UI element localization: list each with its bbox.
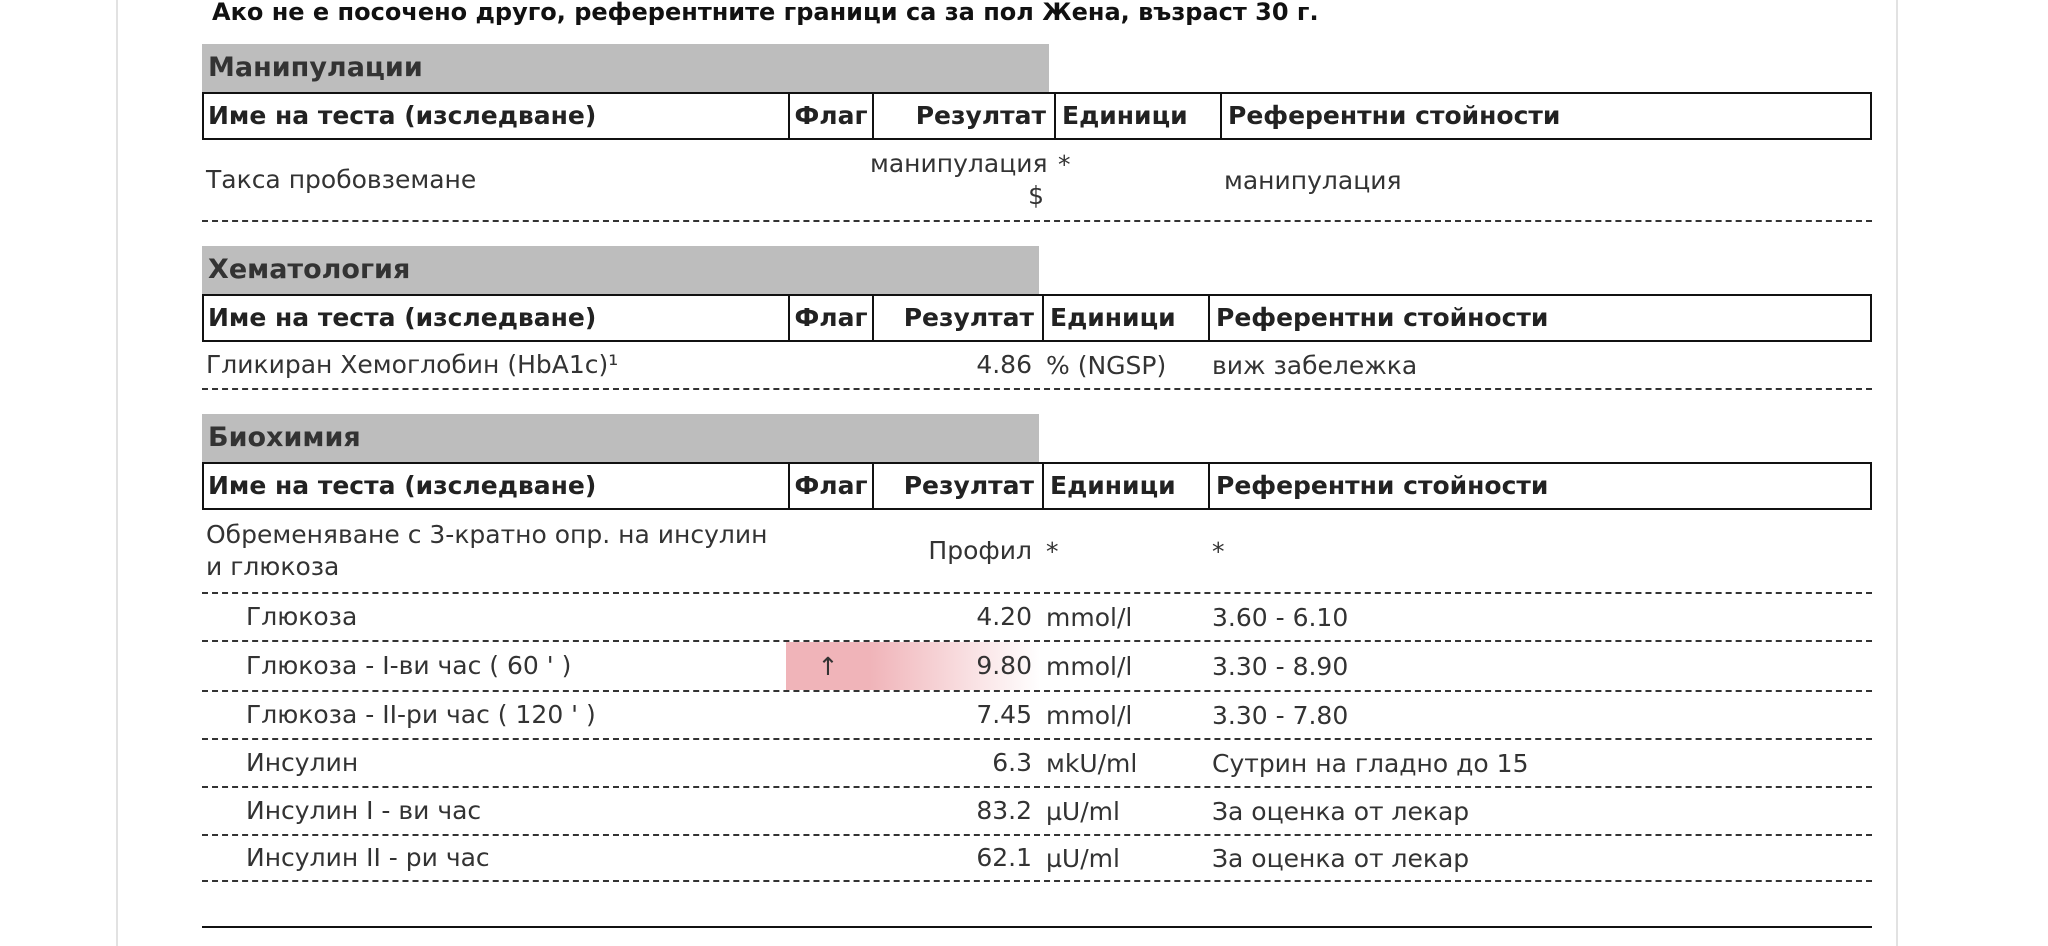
col-name-header: Име на теста (изследване) — [208, 101, 597, 130]
flag-high-arrow-icon: ↑ — [786, 642, 870, 690]
section-hematology — [202, 246, 1872, 390]
table-row-flagged — [202, 642, 1872, 692]
table-row — [202, 594, 1872, 642]
test-reference: виж забележка — [1212, 350, 1418, 380]
table-header — [202, 294, 1872, 342]
test-name: Глюкоза - II-ри час ( 120 ' ) — [246, 700, 596, 729]
test-reference: манипулация — [1224, 165, 1402, 195]
test-result: 83.2 — [976, 796, 1032, 825]
test-units: % (NGSP) — [1046, 350, 1167, 380]
test-reference: 3.30 - 7.80 — [1212, 700, 1349, 730]
col-units-header: Единици — [1042, 464, 1208, 508]
col-result-header: Резултат — [872, 464, 1042, 508]
test-units: mmol/l — [1046, 602, 1133, 632]
table-row — [202, 342, 1872, 390]
test-name: Инсулин — [246, 748, 359, 777]
col-name-header: Име на теста (изследване) — [208, 303, 597, 332]
table-row — [202, 692, 1872, 740]
table-row — [202, 140, 1872, 222]
reference-note: Ако не е посочено друго, референтните граници са за пол Жена, възраст 30 г. — [212, 0, 1319, 26]
test-reference: * — [1212, 536, 1225, 566]
test-result: 4.86 — [976, 350, 1032, 379]
test-reference: За оценка от лекар — [1212, 796, 1470, 826]
test-result: 62.1 — [976, 843, 1032, 872]
test-units: мkU/ml — [1046, 748, 1138, 778]
section-title: Биохимия — [202, 414, 1039, 462]
col-reference-header: Референтни стойности — [1208, 464, 1870, 508]
col-flag-header: Флаг — [788, 296, 872, 340]
section-title: Хематология — [202, 246, 1039, 294]
test-name: Обременяване с 3-кратно опр. на инсулин и глюкоза — [206, 520, 768, 581]
col-result-header: Резултат — [872, 94, 1054, 138]
test-units: µU/ml — [1046, 796, 1120, 826]
table-row — [202, 788, 1872, 836]
table-row — [202, 836, 1872, 882]
test-result: Профил — [928, 536, 1032, 565]
test-name: Инсулин I - ви час — [246, 796, 482, 825]
table-header — [202, 462, 1872, 510]
test-units: * — [1046, 536, 1059, 566]
test-reference: За оценка от лекар — [1212, 843, 1470, 873]
table-header — [202, 92, 1872, 140]
test-reference: 3.30 - 8.90 — [1212, 651, 1349, 681]
test-name: Такса пробовземане — [206, 165, 477, 194]
section-manipulations — [202, 44, 1872, 222]
col-flag-header: Флаг — [788, 94, 872, 138]
test-units: µU/ml — [1046, 843, 1120, 873]
test-units: mmol/l — [1046, 651, 1133, 681]
col-units-header: Единици — [1042, 296, 1208, 340]
bottom-divider — [202, 926, 1872, 928]
col-result-header: Резултат — [872, 296, 1042, 340]
col-units-header: Единици — [1054, 94, 1220, 138]
test-units: mmol/l — [1046, 700, 1133, 730]
test-name: Гликиран Хемоглобин (HbA1c)¹ — [206, 350, 619, 379]
test-units: * — [1058, 150, 1071, 179]
test-result: 6.3 — [992, 748, 1032, 777]
col-reference-header: Референтни стойности — [1220, 94, 1870, 138]
table-row — [202, 740, 1872, 788]
test-reference: Сутрин на гладно до 15 — [1212, 748, 1529, 778]
test-result: 4.20 — [976, 602, 1032, 631]
test-result: 7.45 — [976, 700, 1032, 729]
col-flag-header: Флаг — [788, 464, 872, 508]
col-name-header: Име на теста (изследване) — [208, 471, 597, 500]
col-reference-header: Референтни стойности — [1208, 296, 1870, 340]
section-title: Манипулации — [202, 44, 1049, 92]
test-reference: 3.60 - 6.10 — [1212, 602, 1349, 632]
test-result: 9.80 — [870, 642, 1040, 690]
test-name: Глюкоза - I-ви час ( 60 ' ) — [246, 651, 572, 680]
test-result: манипулация $ — [870, 149, 1048, 210]
test-name: Инсулин II - ри час — [246, 843, 490, 872]
section-biochemistry — [202, 414, 1872, 882]
test-name: Глюкоза — [246, 602, 358, 631]
table-row — [202, 510, 1872, 594]
